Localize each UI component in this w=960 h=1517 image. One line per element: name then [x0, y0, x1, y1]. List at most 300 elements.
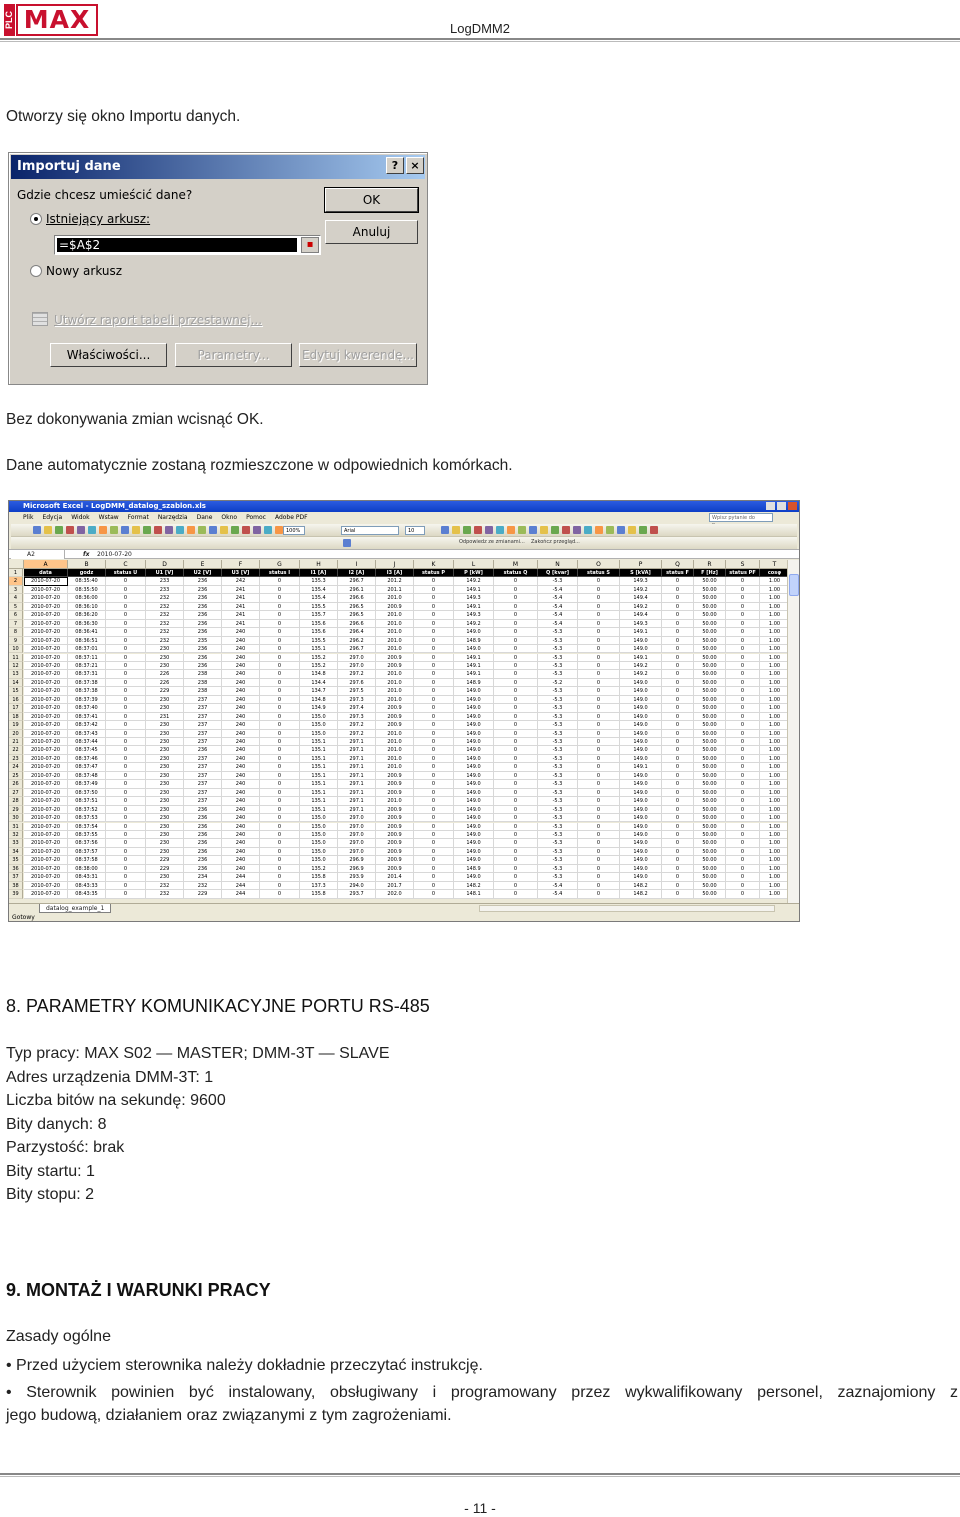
toolbar-button-icon[interactable] — [452, 526, 460, 534]
table-cell[interactable]: 0 — [662, 831, 694, 839]
table-cell[interactable]: 238 — [184, 670, 222, 678]
table-cell[interactable]: 135.0 — [300, 721, 338, 729]
table-cell[interactable]: 1.00 — [760, 670, 790, 678]
toolbar-button-icon[interactable] — [242, 526, 250, 534]
sheet-tab[interactable]: datalog_example_1 — [39, 904, 111, 913]
table-cell[interactable]: 0 — [414, 823, 454, 831]
column-title-cell[interactable]: I2 [A] — [338, 569, 376, 577]
table-cell[interactable]: 149.0 — [454, 721, 494, 729]
column-header[interactable]: P — [620, 560, 662, 569]
table-cell[interactable]: 241 — [222, 586, 260, 594]
column-title-cell[interactable]: U3 [V] — [222, 569, 260, 577]
table-cell[interactable]: 0 — [494, 662, 538, 670]
table-cell[interactable]: 2010-07-20 — [24, 577, 68, 585]
menu-item[interactable]: Adobe PDF — [274, 514, 308, 521]
table-cell[interactable]: 0 — [726, 670, 760, 678]
table-cell[interactable]: 08:37:53 — [68, 814, 106, 822]
table-cell[interactable]: 0 — [662, 577, 694, 585]
row-header[interactable]: 20 — [9, 730, 23, 738]
row-header[interactable]: 31 — [9, 823, 23, 831]
row-header[interactable]: 14 — [9, 679, 23, 687]
table-cell[interactable]: 0 — [260, 865, 300, 873]
table-cell[interactable]: 0 — [578, 594, 620, 602]
table-cell[interactable]: 50.00 — [694, 721, 726, 729]
table-cell[interactable]: -5.4 — [538, 603, 578, 611]
table-cell[interactable]: 0 — [578, 856, 620, 864]
row-header[interactable]: 4 — [9, 594, 23, 602]
table-cell[interactable]: 240 — [222, 806, 260, 814]
table-cell[interactable]: 0 — [106, 704, 146, 712]
table-cell[interactable]: 0 — [494, 848, 538, 856]
table-cell[interactable]: 50.00 — [694, 780, 726, 788]
table-cell[interactable]: 0 — [260, 856, 300, 864]
table-cell[interactable]: 0 — [578, 721, 620, 729]
table-cell[interactable]: 234 — [184, 873, 222, 881]
table-cell[interactable]: 230 — [146, 721, 184, 729]
table-cell[interactable]: 2010-07-20 — [24, 814, 68, 822]
table-cell[interactable]: 50.00 — [694, 814, 726, 822]
table-cell[interactable]: 0 — [662, 696, 694, 704]
menu-item[interactable]: Wstaw — [98, 514, 119, 521]
table-cell[interactable]: 201.0 — [376, 670, 414, 678]
table-cell[interactable]: 0 — [662, 611, 694, 619]
table-cell[interactable]: 148.9 — [454, 865, 494, 873]
table-cell[interactable]: 0 — [662, 839, 694, 847]
table-cell[interactable]: 0 — [726, 746, 760, 754]
table-cell[interactable]: 201.0 — [376, 696, 414, 704]
table-cell[interactable]: 1.00 — [760, 645, 790, 653]
table-cell[interactable]: -5.3 — [538, 628, 578, 636]
table-cell[interactable]: 201.0 — [376, 637, 414, 645]
table-cell[interactable]: 0 — [578, 755, 620, 763]
table-cell[interactable]: 0 — [106, 586, 146, 594]
table-cell[interactable]: 297.2 — [338, 721, 376, 729]
table-cell[interactable]: 0 — [662, 730, 694, 738]
table-cell[interactable]: 0 — [578, 645, 620, 653]
toolbar-button-icon[interactable] — [562, 526, 570, 534]
table-cell[interactable]: 2010-07-20 — [24, 789, 68, 797]
table-cell[interactable]: 0 — [726, 594, 760, 602]
table-cell[interactable]: 149.0 — [454, 704, 494, 712]
table-cell[interactable]: 236 — [184, 628, 222, 636]
table-cell[interactable]: 0 — [260, 814, 300, 822]
table-cell[interactable]: 0 — [260, 577, 300, 585]
table-cell[interactable]: 149.0 — [454, 746, 494, 754]
table-cell[interactable]: 08:36:20 — [68, 611, 106, 619]
table-cell[interactable]: -5.3 — [538, 814, 578, 822]
toolbar-button-icon[interactable] — [198, 526, 206, 534]
table-cell[interactable]: 135.2 — [300, 662, 338, 670]
table-cell[interactable]: -5.3 — [538, 696, 578, 704]
table-cell[interactable]: 0 — [578, 679, 620, 687]
table-cell[interactable]: 240 — [222, 856, 260, 864]
table-cell[interactable]: 135.0 — [300, 856, 338, 864]
table-cell[interactable]: 0 — [494, 873, 538, 881]
table-cell[interactable]: 0 — [726, 865, 760, 873]
column-header[interactable]: O — [578, 560, 620, 569]
table-cell[interactable]: 236 — [184, 831, 222, 839]
row-header[interactable]: 10 — [9, 645, 23, 653]
menu-item[interactable]: Edycja — [42, 514, 63, 521]
column-header[interactable]: I — [338, 560, 376, 569]
table-cell[interactable]: 230 — [146, 654, 184, 662]
table-cell[interactable]: -5.3 — [538, 662, 578, 670]
table-cell[interactable]: 237 — [184, 730, 222, 738]
table-cell[interactable]: 0 — [414, 603, 454, 611]
table-cell[interactable]: 148.9 — [454, 679, 494, 687]
table-cell[interactable]: 2010-07-20 — [24, 645, 68, 653]
table-cell[interactable]: 0 — [106, 882, 146, 890]
table-cell[interactable]: 0 — [260, 696, 300, 704]
table-cell[interactable]: 0 — [414, 645, 454, 653]
row-header[interactable]: 29 — [9, 806, 23, 814]
table-cell[interactable]: 237 — [184, 780, 222, 788]
table-cell[interactable]: 200.9 — [376, 806, 414, 814]
table-cell[interactable]: 0 — [578, 637, 620, 645]
row-header[interactable]: 35 — [9, 856, 23, 864]
table-cell[interactable]: 230 — [146, 780, 184, 788]
table-cell[interactable]: 0 — [106, 713, 146, 721]
table-cell[interactable]: 0 — [106, 687, 146, 695]
table-cell[interactable]: 2010-07-20 — [24, 848, 68, 856]
table-cell[interactable]: 201.0 — [376, 645, 414, 653]
table-cell[interactable]: 149.0 — [620, 823, 662, 831]
column-title-cell[interactable]: godz — [68, 569, 106, 577]
table-cell[interactable]: 50.00 — [694, 637, 726, 645]
table-cell[interactable]: -5.3 — [538, 645, 578, 653]
table-cell[interactable]: 240 — [222, 687, 260, 695]
table-cell[interactable]: 238 — [184, 679, 222, 687]
row-header[interactable]: 5 — [9, 603, 23, 611]
table-cell[interactable]: 0 — [662, 882, 694, 890]
toolbar-button-icon[interactable] — [253, 526, 261, 534]
column-title-cell[interactable]: status PF — [726, 569, 760, 577]
table-cell[interactable]: 240 — [222, 831, 260, 839]
table-cell[interactable]: 135.5 — [300, 637, 338, 645]
table-cell[interactable]: 0 — [414, 586, 454, 594]
table-cell[interactable]: 08:37:47 — [68, 763, 106, 771]
table-cell[interactable]: 149.0 — [454, 730, 494, 738]
table-cell[interactable]: 149.0 — [454, 780, 494, 788]
table-cell[interactable]: 0 — [726, 586, 760, 594]
table-cell[interactable]: 0 — [494, 890, 538, 898]
table-cell[interactable]: 0 — [494, 637, 538, 645]
table-cell[interactable]: 0 — [414, 687, 454, 695]
table-cell[interactable]: 236 — [184, 577, 222, 585]
table-cell[interactable]: -5.3 — [538, 839, 578, 847]
table-cell[interactable]: 0 — [494, 755, 538, 763]
toolbar-button-icon[interactable] — [617, 526, 625, 534]
table-cell[interactable]: 1.00 — [760, 823, 790, 831]
table-cell[interactable]: 200.9 — [376, 662, 414, 670]
table-cell[interactable]: 1.00 — [760, 763, 790, 771]
table-cell[interactable]: 0 — [260, 611, 300, 619]
toolbar-button-icon[interactable] — [44, 526, 52, 534]
table-cell[interactable]: 149.0 — [620, 789, 662, 797]
toolbar-button-icon[interactable] — [275, 526, 283, 534]
table-cell[interactable]: 149.0 — [620, 704, 662, 712]
table-cell[interactable]: 200.9 — [376, 865, 414, 873]
table-cell[interactable]: 148.1 — [454, 890, 494, 898]
table-cell[interactable]: 0 — [414, 772, 454, 780]
table-cell[interactable]: 297.1 — [338, 746, 376, 754]
column-header[interactable]: F — [222, 560, 260, 569]
table-cell[interactable]: 241 — [222, 611, 260, 619]
table-cell[interactable]: 2010-07-20 — [24, 856, 68, 864]
table-cell[interactable]: 0 — [414, 662, 454, 670]
row-header[interactable]: 22 — [9, 746, 23, 754]
table-cell[interactable]: 149.0 — [620, 687, 662, 695]
column-title-cell[interactable]: S [kVA] — [620, 569, 662, 577]
table-cell[interactable]: 2010-07-20 — [24, 865, 68, 873]
table-cell[interactable]: 236 — [184, 594, 222, 602]
table-cell[interactable]: 236 — [184, 662, 222, 670]
table-cell[interactable]: 297.1 — [338, 738, 376, 746]
table-cell[interactable]: 2010-07-20 — [24, 823, 68, 831]
table-cell[interactable]: 0 — [578, 763, 620, 771]
table-cell[interactable]: 50.00 — [694, 865, 726, 873]
font-size-box[interactable]: 10 — [405, 526, 425, 535]
table-cell[interactable]: 08:37:45 — [68, 746, 106, 754]
table-cell[interactable]: 0 — [726, 755, 760, 763]
table-cell[interactable]: 0 — [414, 611, 454, 619]
table-cell[interactable]: 0 — [106, 746, 146, 754]
table-cell[interactable]: 0 — [726, 848, 760, 856]
table-cell[interactable]: 200.9 — [376, 713, 414, 721]
table-cell[interactable]: -5.4 — [538, 594, 578, 602]
table-cell[interactable]: 237 — [184, 763, 222, 771]
table-cell[interactable]: -5.2 — [538, 679, 578, 687]
reference-input[interactable] — [54, 235, 321, 255]
row-header[interactable]: 25 — [9, 772, 23, 780]
table-cell[interactable]: -5.3 — [538, 738, 578, 746]
table-cell[interactable]: 236 — [184, 839, 222, 847]
row-header[interactable]: 28 — [9, 797, 23, 805]
table-cell[interactable]: 240 — [222, 755, 260, 763]
row-header[interactable]: 12 — [9, 662, 23, 670]
table-cell[interactable]: 1.00 — [760, 586, 790, 594]
table-cell[interactable]: 0 — [662, 806, 694, 814]
table-cell[interactable]: 0 — [106, 831, 146, 839]
table-cell[interactable]: 230 — [146, 755, 184, 763]
table-cell[interactable]: 2010-07-20 — [24, 831, 68, 839]
table-cell[interactable]: 149.0 — [454, 763, 494, 771]
table-cell[interactable]: 134.8 — [300, 696, 338, 704]
table-cell[interactable]: 149.0 — [454, 831, 494, 839]
table-cell[interactable]: 0 — [494, 780, 538, 788]
table-cell[interactable]: 297.1 — [338, 806, 376, 814]
column-title-cell[interactable]: I3 [A] — [376, 569, 414, 577]
table-cell[interactable]: 230 — [146, 797, 184, 805]
table-cell[interactable]: 201.0 — [376, 594, 414, 602]
table-cell[interactable]: 201.0 — [376, 797, 414, 805]
column-title-cell[interactable]: cosφ — [760, 569, 790, 577]
table-cell[interactable]: 201.2 — [376, 577, 414, 585]
table-cell[interactable]: 0 — [662, 721, 694, 729]
table-cell[interactable]: 296.4 — [338, 628, 376, 636]
table-cell[interactable]: 0 — [494, 577, 538, 585]
table-cell[interactable]: 0 — [662, 865, 694, 873]
column-header[interactable]: S — [726, 560, 760, 569]
table-cell[interactable]: 0 — [106, 738, 146, 746]
column-header[interactable]: B — [68, 560, 106, 569]
table-cell[interactable]: 242 — [222, 577, 260, 585]
row-header[interactable]: 30 — [9, 814, 23, 822]
table-cell[interactable]: 0 — [494, 772, 538, 780]
table-cell[interactable]: 135.3 — [300, 577, 338, 585]
table-cell[interactable]: 50.00 — [694, 806, 726, 814]
table-cell[interactable]: 0 — [578, 890, 620, 898]
table-cell[interactable]: 0 — [726, 637, 760, 645]
table-cell[interactable]: 1.00 — [760, 704, 790, 712]
toolbar-button-icon[interactable] — [650, 526, 658, 534]
table-cell[interactable]: 230 — [146, 823, 184, 831]
table-cell[interactable]: 0 — [578, 620, 620, 628]
table-cell[interactable]: 0 — [106, 679, 146, 687]
table-cell[interactable]: 1.00 — [760, 848, 790, 856]
table-cell[interactable]: 0 — [260, 831, 300, 839]
table-cell[interactable]: 0 — [260, 586, 300, 594]
table-cell[interactable]: 50.00 — [694, 586, 726, 594]
toolbar-button-icon[interactable] — [595, 526, 603, 534]
table-cell[interactable]: 0 — [106, 789, 146, 797]
table-cell[interactable]: 229 — [146, 856, 184, 864]
table-cell[interactable]: 149.0 — [620, 746, 662, 754]
table-cell[interactable]: 148.9 — [454, 637, 494, 645]
table-cell[interactable]: 0 — [662, 746, 694, 754]
toolbar-button-icon[interactable] — [176, 526, 184, 534]
table-cell[interactable]: 0 — [578, 780, 620, 788]
table-cell[interactable]: -5.4 — [538, 586, 578, 594]
table-cell[interactable]: 1.00 — [760, 890, 790, 898]
table-cell[interactable]: 08:35:40 — [68, 577, 106, 585]
table-cell[interactable]: 0 — [662, 789, 694, 797]
table-cell[interactable]: 0 — [494, 654, 538, 662]
new-sheet-radio[interactable] — [30, 265, 42, 277]
table-cell[interactable]: 2010-07-20 — [24, 755, 68, 763]
table-cell[interactable]: 1.00 — [760, 662, 790, 670]
table-cell[interactable]: 50.00 — [694, 594, 726, 602]
table-cell[interactable]: 237 — [184, 797, 222, 805]
table-cell[interactable]: 149.0 — [454, 713, 494, 721]
column-title-cell[interactable]: U1 [V] — [146, 569, 184, 577]
table-cell[interactable]: 201.0 — [376, 620, 414, 628]
font-name-box[interactable]: Arial — [341, 526, 399, 535]
table-cell[interactable]: 0 — [260, 713, 300, 721]
table-cell[interactable]: 50.00 — [694, 797, 726, 805]
table-cell[interactable]: 135.1 — [300, 738, 338, 746]
table-cell[interactable]: 200.9 — [376, 814, 414, 822]
table-cell[interactable]: 296.5 — [338, 611, 376, 619]
table-cell[interactable]: 149.0 — [454, 772, 494, 780]
table-cell[interactable]: 1.00 — [760, 755, 790, 763]
table-cell[interactable]: 149.0 — [620, 738, 662, 746]
table-cell[interactable]: -5.3 — [538, 873, 578, 881]
table-cell[interactable]: 1.00 — [760, 738, 790, 746]
column-title-cell[interactable]: F [Hz] — [694, 569, 726, 577]
table-cell[interactable]: 0 — [662, 662, 694, 670]
table-cell[interactable]: 0 — [106, 806, 146, 814]
table-cell[interactable]: 2010-07-20 — [24, 586, 68, 594]
table-cell[interactable]: 2010-07-20 — [24, 738, 68, 746]
select-all-corner[interactable] — [9, 560, 24, 569]
table-cell[interactable]: 149.4 — [620, 611, 662, 619]
table-cell[interactable]: 08:37:41 — [68, 713, 106, 721]
table-cell[interactable]: 0 — [106, 839, 146, 847]
table-cell[interactable]: 240 — [222, 713, 260, 721]
table-cell[interactable]: 08:37:50 — [68, 789, 106, 797]
table-cell[interactable]: 0 — [662, 797, 694, 805]
table-cell[interactable]: 0 — [260, 797, 300, 805]
table-cell[interactable]: 0 — [260, 721, 300, 729]
table-cell[interactable]: 0 — [726, 772, 760, 780]
row-header[interactable]: 36 — [9, 865, 23, 873]
table-cell[interactable]: 297.3 — [338, 696, 376, 704]
table-cell[interactable]: -5.3 — [538, 670, 578, 678]
table-cell[interactable]: 149.0 — [620, 848, 662, 856]
table-cell[interactable]: 0 — [414, 856, 454, 864]
table-cell[interactable]: 149.2 — [620, 603, 662, 611]
table-cell[interactable]: 297.0 — [338, 654, 376, 662]
table-cell[interactable]: 0 — [726, 789, 760, 797]
table-cell[interactable]: 229 — [146, 687, 184, 695]
table-cell[interactable]: 149.0 — [620, 856, 662, 864]
table-cell[interactable]: 08:37:01 — [68, 645, 106, 653]
table-cell[interactable]: 135.0 — [300, 839, 338, 847]
table-cell[interactable]: 0 — [578, 823, 620, 831]
column-title-cell[interactable]: I1 [A] — [300, 569, 338, 577]
row-header[interactable]: 19 — [9, 721, 23, 729]
table-cell[interactable]: 0 — [494, 594, 538, 602]
table-cell[interactable]: 50.00 — [694, 704, 726, 712]
table-cell[interactable]: 201.0 — [376, 628, 414, 636]
table-cell[interactable]: 0 — [578, 848, 620, 856]
table-cell[interactable]: 50.00 — [694, 856, 726, 864]
table-cell[interactable]: 236 — [184, 806, 222, 814]
table-cell[interactable]: 0 — [260, 637, 300, 645]
table-cell[interactable]: 08:37:49 — [68, 780, 106, 788]
table-cell[interactable]: 0 — [414, 789, 454, 797]
column-header[interactable]: D — [146, 560, 184, 569]
table-cell[interactable]: 149.3 — [454, 611, 494, 619]
table-cell[interactable]: 08:37:44 — [68, 738, 106, 746]
row-header[interactable]: 9 — [9, 637, 23, 645]
table-cell[interactable]: 230 — [146, 814, 184, 822]
table-cell[interactable]: 50.00 — [694, 789, 726, 797]
table-cell[interactable]: 241 — [222, 594, 260, 602]
table-cell[interactable]: 1.00 — [760, 654, 790, 662]
table-cell[interactable]: 148.2 — [620, 890, 662, 898]
table-cell[interactable]: 244 — [222, 873, 260, 881]
table-cell[interactable]: 0 — [578, 670, 620, 678]
table-cell[interactable]: 0 — [578, 662, 620, 670]
table-cell[interactable]: 0 — [260, 839, 300, 847]
table-cell[interactable]: 0 — [662, 679, 694, 687]
table-cell[interactable]: 230 — [146, 763, 184, 771]
table-cell[interactable]: 240 — [222, 848, 260, 856]
table-cell[interactable]: 0 — [106, 856, 146, 864]
table-cell[interactable]: 232 — [146, 628, 184, 636]
table-cell[interactable]: 149.0 — [620, 637, 662, 645]
table-cell[interactable]: 2010-07-20 — [24, 721, 68, 729]
table-cell[interactable]: 0 — [662, 654, 694, 662]
table-cell[interactable]: 0 — [578, 789, 620, 797]
table-cell[interactable]: 0 — [494, 628, 538, 636]
table-cell[interactable]: 232 — [146, 620, 184, 628]
table-cell[interactable]: 0 — [494, 670, 538, 678]
table-cell[interactable]: 134.8 — [300, 670, 338, 678]
table-cell[interactable]: 0 — [494, 823, 538, 831]
